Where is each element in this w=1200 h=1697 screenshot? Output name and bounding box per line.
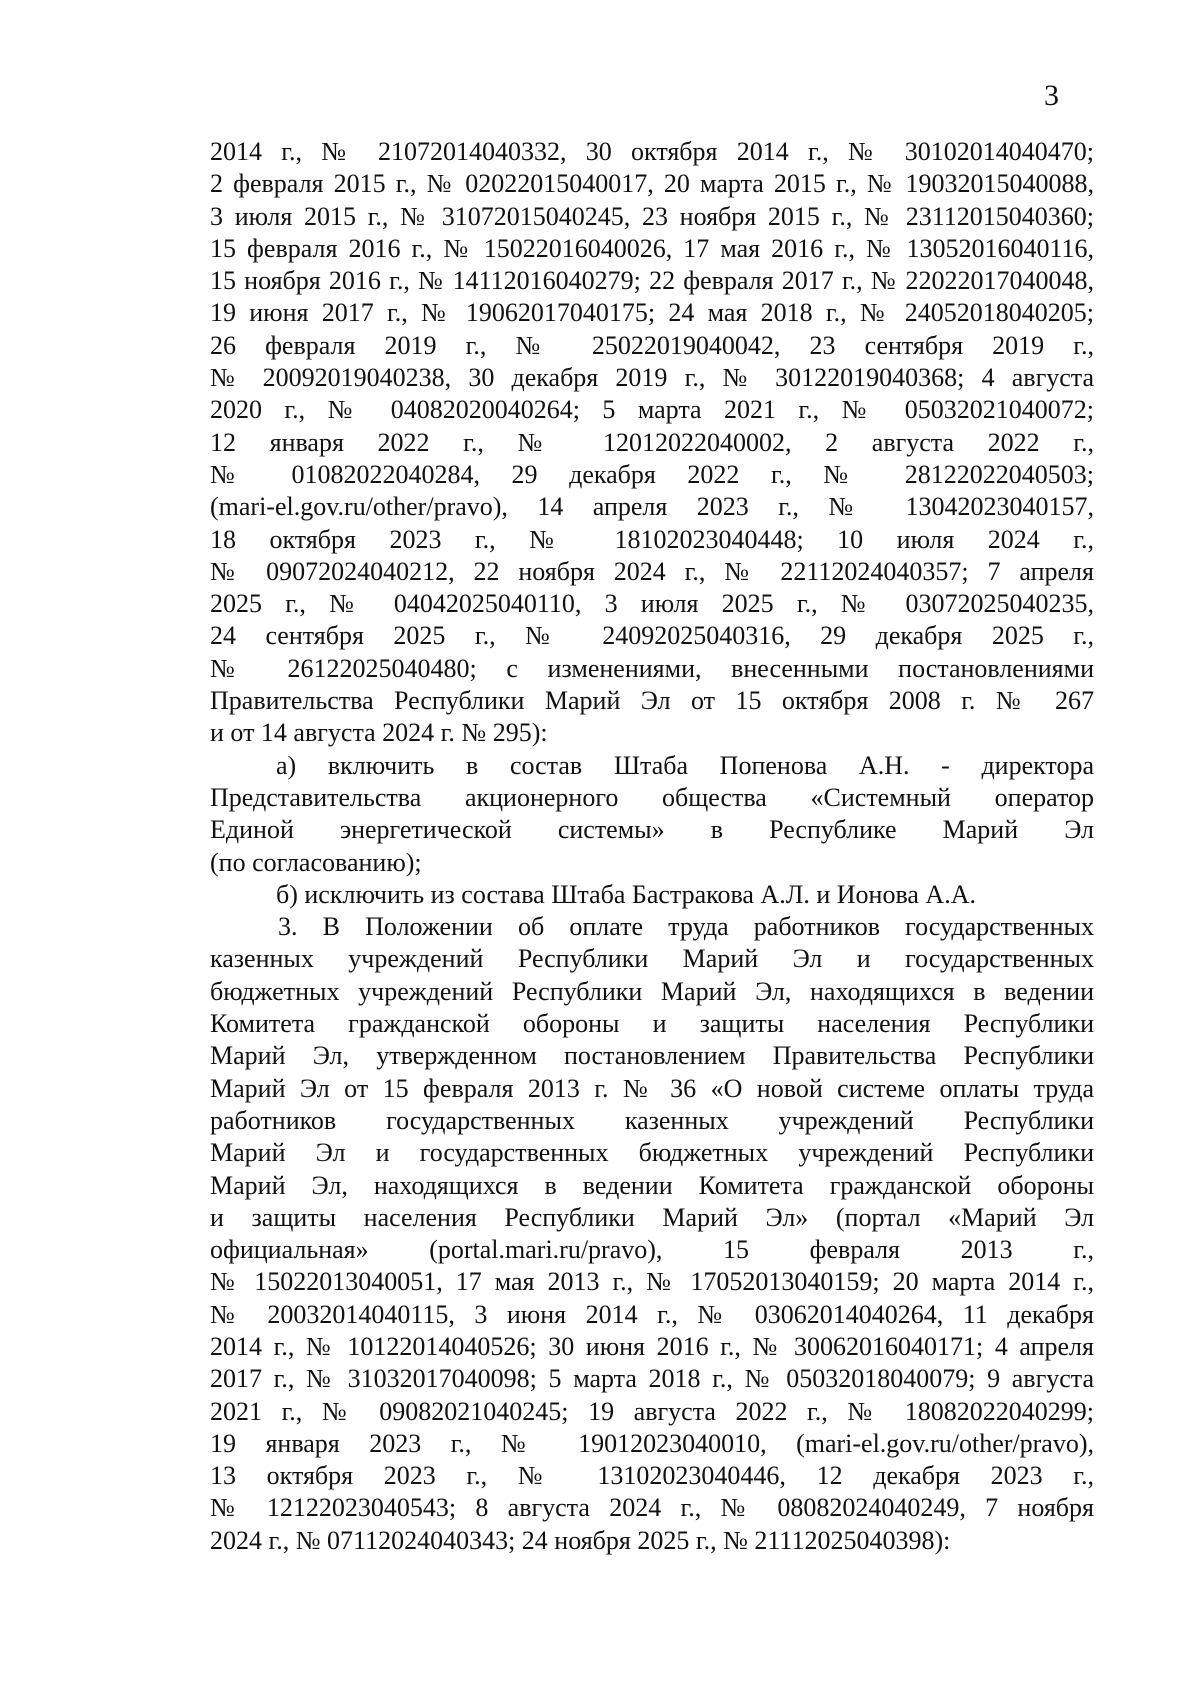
text-line: Марий Эл, находящихся в ведении Комитета гражданской обороны [210,1170,1094,1200]
paragraph-3-start: 3. В Положении об оплате труда работников государственных [278,912,1094,942]
text-line: Марий Эл от 15 февраля 2013 г. № 36 «О новой системе оплаты труда [210,1073,1094,1103]
text-line: (mari-el.gov.ru/other/pravo), 14 апреля 2023 г., № 13042023040157, [210,492,1094,522]
text-line: Марий Эл и государственных бюджетных учреждений Республики [210,1138,1094,1168]
text-line: 15 февраля 2016 г., № 15022016040026, 17 мая 2016 г., № 13052016040116, [210,233,1094,263]
list-item-b: б) исключить из состава Штаба Бастракова А.Л. и Ионова А.А. [276,879,976,909]
text-line: № 01082022040284, 29 декабря 2022 г., № 28122022040503; [210,459,1094,489]
text-line: 2025 г., № 04042025040110, 3 июля 2025 г., № 03072025040235, [210,589,1094,619]
document-body [210,136,1094,1557]
text-line: 26 февраля 2019 г., № 25022019040042, 23 сентября 2019 г., [210,330,1094,360]
text-line: 2014 г., № 21072014040332, 30 октября 2014 г., № 30102014040470; [210,137,1094,166]
text-line: № 09072024040212, 22 ноября 2024 г., № 22112024040357; 7 апреля [210,556,1094,586]
text-line: 19 июня 2017 г., № 19062017040175; 24 мая 2018 г., № 24052018040205; [210,298,1094,328]
text-line: № 12122023040543; 8 августа 2024 г., № 08082024040249, 7 ноября [210,1493,1094,1523]
text-line: 24 сентября 2025 г., № 24092025040316, 29 декабря 2025 г., [210,621,1094,651]
text-line: (по согласованию); [210,847,422,877]
text-line: 2017 г., № 31032017040098; 5 марта 2018 г., № 05032018040079; 9 августа [210,1364,1094,1394]
text-line: 2014 г., № 10122014040526; 30 июня 2016 г., № 30062016040171; 4 апреля [210,1331,1094,1361]
text-line: 13 октября 2023 г., № 13102023040446, 12 декабря 2023 г., [210,1461,1094,1491]
page-number: 3 [1044,79,1059,112]
text-line: 3 июля 2015 г., № 31072015040245, 23 ноября 2015 г., № 23112015040360; [210,201,1094,231]
text-line: 15 ноября 2016 г., № 14112016040279; 22 февраля 2017 г., № 22022017040048, [210,266,1094,296]
text-line: Марий Эл, утвержденном постановлением Правительства Республики [210,1041,1094,1071]
text-line: № 20032014040115, 3 июня 2014 г., № 03062014040264, 11 декабря [210,1299,1094,1329]
text-line: 2 февраля 2015 г., № 02022015040017, 20 марта 2015 г., № 19032015040088, [210,169,1094,199]
text-line: и от 14 августа 2024 г. № 295): [210,718,548,748]
text-line: 18 октября 2023 г., № 18102023040448; 10 июля 2024 г., [210,524,1094,554]
text-line: Представительства акционерного общества «Системный оператор [210,782,1094,812]
text-line: 2024 г., № 07112024040343; 24 ноября 2025 г., № 21112025040398): [210,1525,951,1555]
text-line: 12 января 2022 г., № 12012022040002, 2 августа 2022 г., [210,427,1094,457]
text-line: 2020 г., № 04082020040264; 5 марта 2021 г., № 05032021040072; [210,395,1094,425]
list-item-a: а) включить в состав Штаба Попенова А.Н. - директора [276,750,1094,780]
text-line: и защиты населения Республики Марий Эл» (портал «Марий Эл [210,1202,1094,1232]
text-line: № 26122025040480; с изменениями, внесенными постановлениями [210,653,1094,683]
text-line: работников государственных казенных учреждений Республики [210,1105,1094,1135]
text-line: № 20092019040238, 30 декабря 2019 г., № 30122019040368; 4 августа [210,363,1094,393]
text-line: бюджетных учреждений Республики Марий Эл, находящихся в ведении [210,976,1094,1006]
text-line: Правительства Республики Марий Эл от 15 октября 2008 г. № 267 [210,686,1094,716]
text-line: 2021 г., № 09082021040245; 19 августа 2022 г., № 18082022040299; [210,1396,1094,1426]
text-line: официальная» (portal.mari.ru/pravo), 15 февраля 2013 г., [210,1235,1094,1265]
text-line: № 15022013040051, 17 мая 2013 г., № 17052013040159; 20 марта 2014 г., [210,1267,1094,1297]
text-line: Единой энергетической системы» в Республике Марий Эл [210,815,1094,845]
text-line: Комитета гражданской обороны и защиты населения Республики [210,1009,1094,1039]
text-line: казенных учреждений Республики Марий Эл и государственных [210,944,1094,974]
text-line: 19 января 2023 г., № 19012023040010, (mari-el.gov.ru/other/pravo), [210,1428,1094,1458]
